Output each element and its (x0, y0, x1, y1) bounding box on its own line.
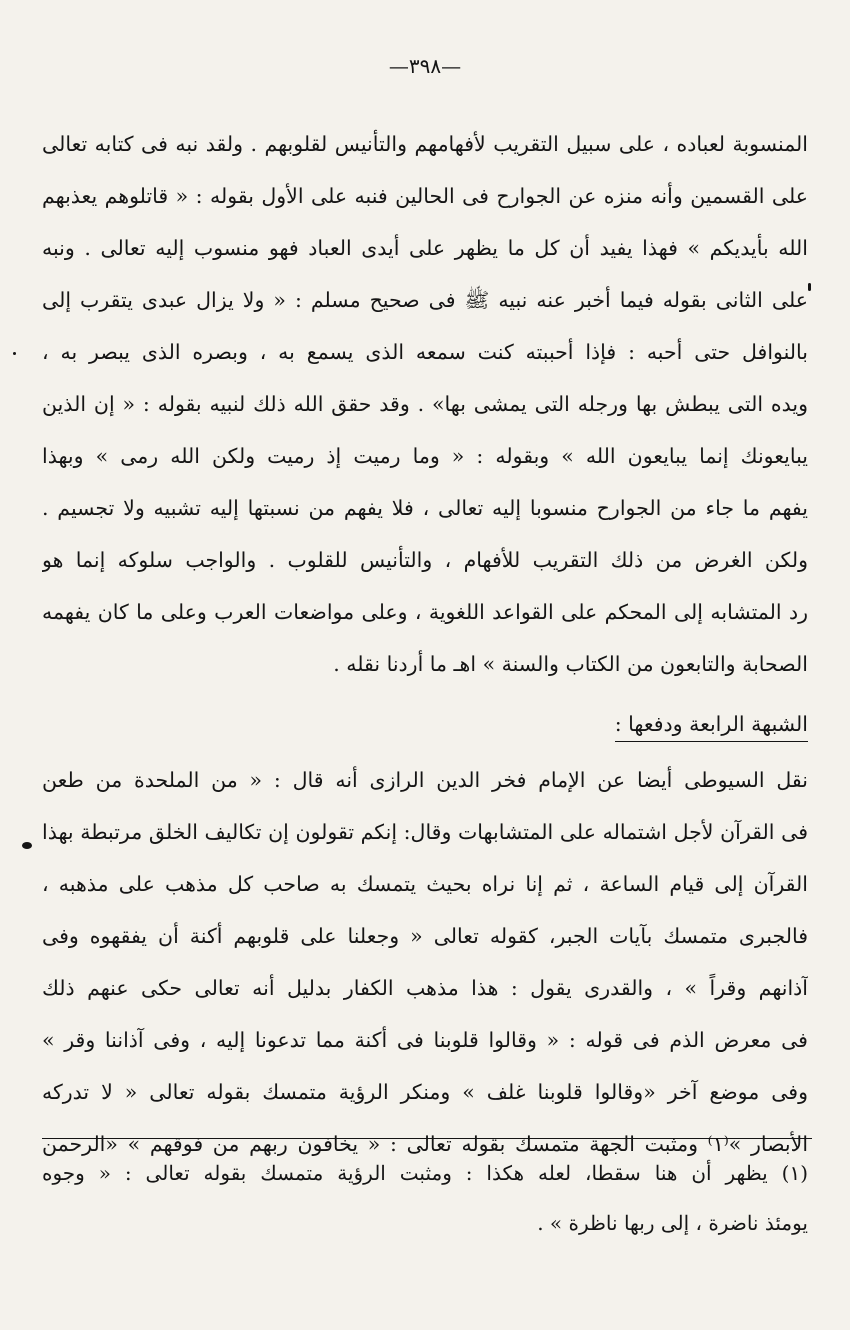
section-line: نقل السيوطى أيضا عن الإمام فخر الدين الرازى أنه قال : « من الملحدة من طعن (42, 768, 808, 792)
section-line: وفى موضع آخر «وقالوا قلوبنا غلف » ومنكر الرؤية متمسك بقوله تعالى « لا تدركه (42, 1080, 808, 1104)
body-line: يفهم ما جاء من الجوارح منسوبا إليه تعالى ، فلا يفهم من نسبتها إليه تشبيه ولا تجسيم . (42, 496, 808, 520)
body-line: الله بأيديكم » فهذا يفيد أن كل ما يظهر على أيدى العباد فهو منسوب إليه تعالى . ونبه (42, 236, 808, 260)
body-text (42, 118, 808, 690)
section-text (42, 754, 808, 1170)
body-line: المنسوبة لعباده ، على سبيل التقريب لأفهامهم والتأنيس لقلوبهم . ولقد نبه فى كتابه تعالى (42, 132, 808, 156)
body-line: بالنوافل حتى أحبه : فإذا أحببته كنت سمعه الذى يسمع به ، وبصره الذى يبصر به ، (42, 340, 808, 364)
section-heading-row (42, 698, 808, 754)
section-line: فى القرآن لأجل اشتماله على المتشابهات وقال: إنكم تقولون إن تكاليف الخلق مرتبطة بهذا (42, 820, 808, 844)
ink-speck (13, 352, 16, 355)
footnotes (42, 1148, 808, 1248)
body-line: على الثانى بقوله فيما أخبر عنه نبيه ﷺ فى صحيح مسلم : « ولا يزال عبدى يتقرب إلى (42, 288, 808, 312)
footnote-divider (42, 1138, 812, 1139)
section-line: القرآن إلى قيام الساعة ، ثم إنا نراه بحيث يتمسك به صاحب كل مذهب على مذهبه ، (42, 872, 808, 896)
ink-speck (808, 283, 811, 291)
body-line: ولكن الغرض من ذلك التقريب للأفهام ، والتأنيس للقلوب . والواجب سلوكه إنما هو (42, 548, 808, 572)
body-line: يبايعونك إنما يبايعون الله » وبقوله : « وما رميت إذ رميت ولكن الله رمى » وبهذا (42, 444, 808, 468)
page-number: —٣٩٨— (388, 54, 462, 78)
section-line: فى معرض الذم فى قوله : « وقالوا قلوبنا فى أكنة مما تدعونا إليه ، وفى آذاننا وقر » (42, 1028, 808, 1052)
ink-spot (22, 842, 32, 849)
body-line: الصحابة والتابعون من الكتاب والسنة » اهـ ما أردنا نقله . (333, 652, 808, 676)
section-line: آذانهم وقراً » ، والقدرى يقول : هذا مذهب الكفار بدليل أنه تعالى حكى عنهم ذلك (42, 976, 808, 1000)
section-line: فالجبرى متمسك بآيات الجبر، كقوله تعالى « وجعلنا على قلوبهم أكنة أن يفقهوه وفى (42, 924, 808, 948)
section-heading: الشبهة الرابعة ودفعها : (615, 709, 808, 742)
section-line: الأبصار »⁽١⁾ ومثبت الجهة متمسك بقوله تعالى : « يخافون ربهم من فوقهم » «الرحمن (42, 1132, 808, 1156)
footnote-line: يومئذ ناضرة ، إلى ربها ناظرة » . (537, 1211, 808, 1235)
body-line: رد المتشابه إلى المحكم على القواعد اللغوية ، وعلى مواضعات العرب وعلى ما كان يفهمه (42, 600, 808, 624)
body-line: ويده التى يبطش بها ورجله التى يمشى بها» . وقد حقق الله ذلك لنبيه بقوله : « إن الذين (42, 392, 808, 416)
footnote-line: (١) يظهر أن هنا سقطا، لعله هكذا : ومثبت الرؤية متمسك بقوله تعالى : « وجوه (42, 1161, 808, 1185)
body-line: على القسمين وأنه منزه عن الجوارح فى الحالين فنبه على الأول بقوله : « قاتلوهم يعذبهم (42, 184, 808, 208)
